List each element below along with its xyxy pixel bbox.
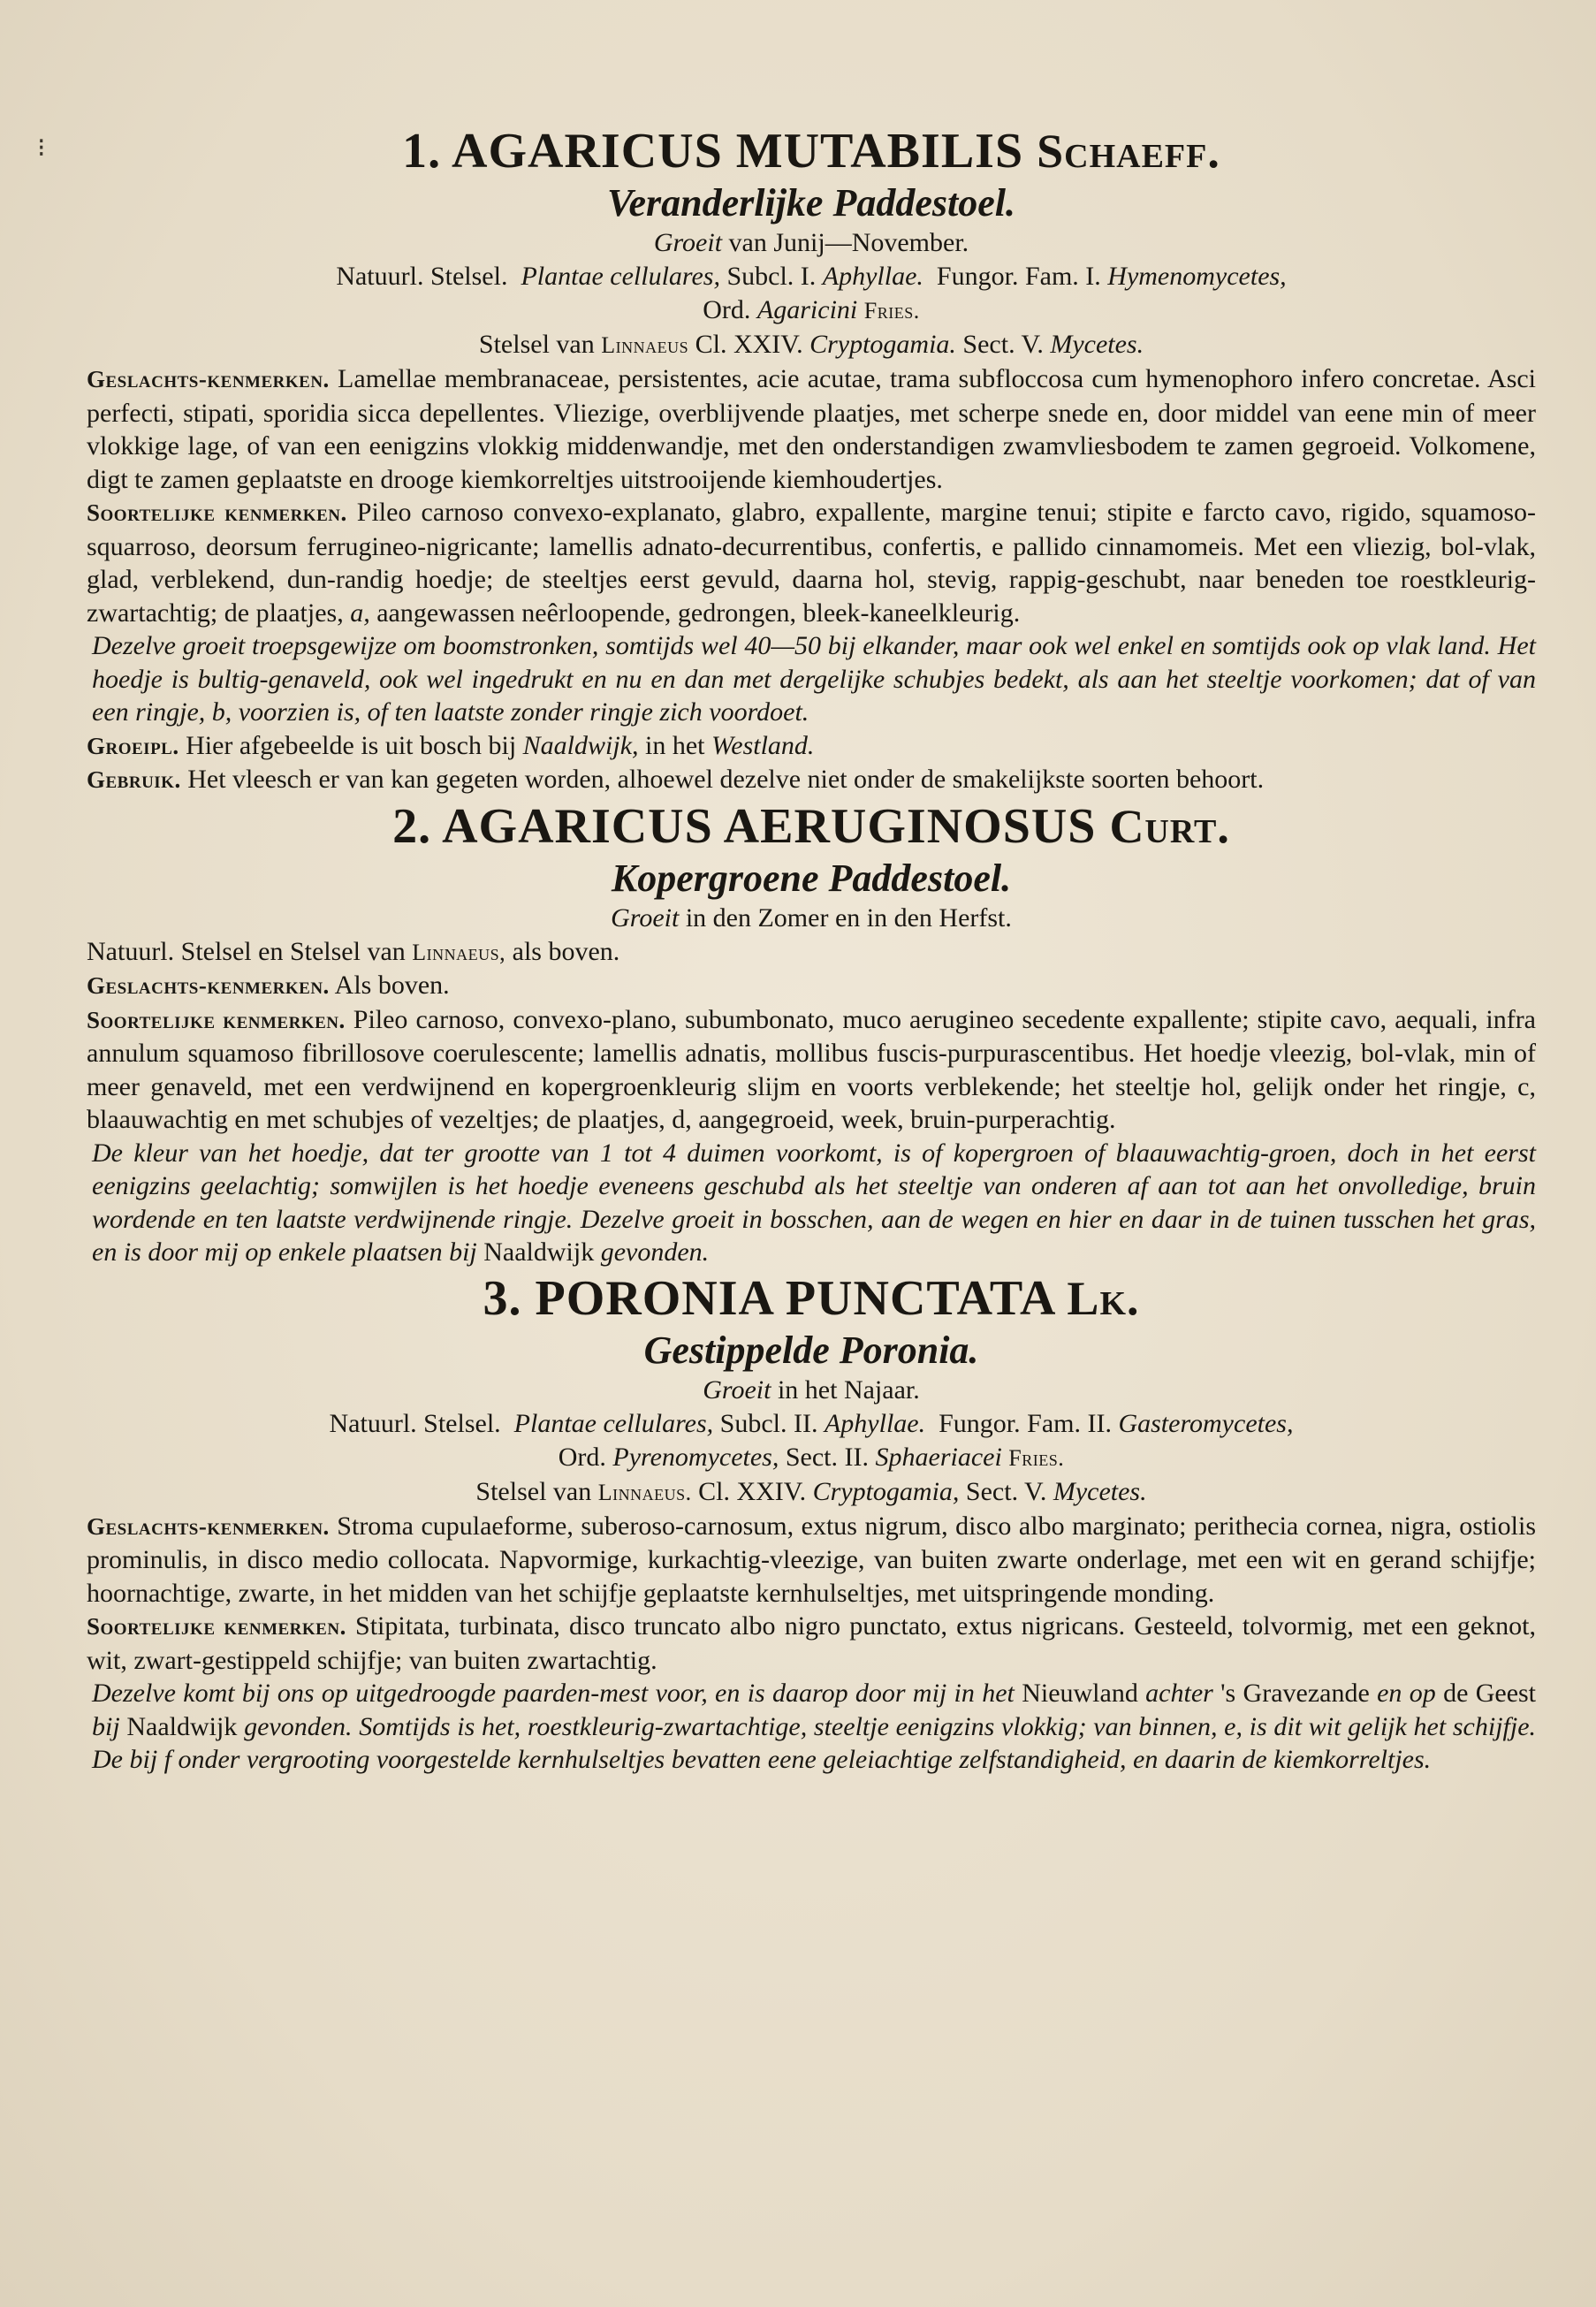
dutch-name: Kopergroene Paddestoel. <box>611 856 1012 900</box>
growth-period: Groeit van Junij—November. <box>653 228 969 257</box>
natural-system: Natuurl. Stelsel. Plantae cellulares, Subcl. II. Aphyllae. Fungor. Fam. II. Gasteromycetes, Ord. Pyrenomycetes, Sect. II. Sphaeriacei Fries. <box>329 1408 1294 1472</box>
document-body <box>87 122 1536 1777</box>
dutch-name: Veranderlijke Paddestoel. <box>607 181 1015 225</box>
section-poronia-punctata <box>87 1269 1536 1777</box>
linnaeus-system: Stelsel van Linnaeus Cl. XXIV. Cryptogamia. Sect. V. Mycetes. <box>478 330 1144 359</box>
section-title: 1. AGARICUS MUTABILIS Schaeff. <box>402 124 1220 179</box>
species-characteristics: Soortelijke kenmerken. Pileo carnoso convexo-explanato, glabro, expallente, margine tenui; stipite e farcto cavo, rigido, squamoso-squarroso, deorsum ferrugineo-nigricante; lamellis adnato-decurrentibus, confertis, e pallido cinnamomeis. Met een vliezig, bol-vlak, glad, verblekend, dun-randig hoedje; de steeltjes eerst gevuld, daarna hol, stevig, rappig-geschubt, naar beneden toe roestkleurig-zwartachtig; de plaatjes, a, aangewassen neêrloopende, gedrongen, bleek-kaneelkleurig. <box>87 498 1536 628</box>
section-agaricus-mutabilis <box>87 122 1536 797</box>
growth-period: Groeit in den Zomer en in den Herfst. <box>611 902 1012 933</box>
natural-system: Natuurl. Stelsel en Stelsel van Linnaeus, als boven. <box>87 936 620 966</box>
section-agaricus-aeruginosus <box>87 797 1536 1269</box>
section-title: 2. AGARICUS AERUGINOSUS Curt. <box>392 798 1230 854</box>
genus-characteristics: Geslachts-kenmerken. Stroma cupulaeforme, suberoso-carnosum, extus nigrum, disco albo marginato; perithecia cornea, nigra, ostiolis prominulis, in disco medio collocata. Napvormige, kurkachtig-vleezige, van buiten zwarte onderlage, met een wit en gerand schijfje; hoornachtige, zwarte, in het midden van het schijfje geplaatste kernhulseltjes, met uitspringende monding. <box>87 1511 1536 1608</box>
growth-period: Groeit in het Najaar. <box>703 1374 920 1405</box>
natural-system: Natuurl. Stelsel. Plantae cellulares, Subcl. I. Aphyllae. Fungor. Fam. I. Hymenomycetes, Ord. Agaricini Fries. <box>336 262 1287 324</box>
description-note: Dezelve groeit troepsgewijze om boomstronken, somtijds wel 40—50 bij elkander, maar ook wel enkel en somtijds ook op vlak land. Het hoedje is bultig-genaveld, ook wel ingedrukt en nu en dan met dergelijke schubjes bedekt, als aan het steeltje voorkomen; dat of van een ringje, b, voorzien is, of ten laatste zonder ringje zich voordoet. <box>92 631 1536 727</box>
description-note: De kleur van het hoedje, dat ter grootte van 1 tot 4 duimen voorkomt, is of kopergroen of blaauwachtig-groen, doch in het eerst eenigzins geelachtig; somwijlen is het hoedje eveneens geschubd als het steeltje van onderen af aan tot aan het onvolledige, bruin wordende en ten laatste verdwijnende ringje. Dezelve groeit in bosschen, aan de wegen en hier en daar in de tuinen tusschen het gras, en is door mij op enkele plaatsen bij Naaldwijk gevonden. <box>92 1138 1536 1267</box>
usage: Gebruik. Het vleesch er van kan gegeten worden, alhoewel dezelve niet onder de smakelijkste soorten behoort. <box>87 765 1265 794</box>
dutch-name: Gestippelde Poronia. <box>643 1328 979 1372</box>
species-characteristics: Soortelijke kenmerken. Stipitata, turbinata, disco truncato albo nigro punctato, extus nigricans. Gesteeld, tolvormig, met een geknot, wit, zwart-gestippeld schijfje; van buiten zwartachtig. <box>87 1611 1537 1675</box>
genus-characteristics: Geslachts-kenmerken. Lamellae membranaceae, persistentes, acie acutae, trama subfloccosa cum hymenophoro infero concretae. Asci perfecti, stipati, sporidia sicca depellentes. Vliezige, overblijvende plaatjes, met scherpe snede en, door middel van eene min of meer vlokkige lage, of van een eenigzins vlokkig middenwandje, met den onderstandigen zwamvliesbodem te zamen gegroeid. Volkomene, digt te zamen geplaatste en drooge kiemkorreltjes uitstrooijende kiemhoudertjes. <box>87 364 1537 494</box>
linnaeus-system: Stelsel van Linnaeus. Cl. XXIV. Cryptogamia, Sect. V. Mycetes. <box>475 1476 1147 1506</box>
species-characteristics: Soortelijke kenmerken. Pileo carnoso, convexo-plano, subumbonato, muco aerugineo secedente expallente; stipite cavo, aequali, infra annulum squamoso fibrillosove coerulescente; lamellis adnatis, mollibus fuscis-purpurascentibus. Het hoedje vleezig, bol-vlak, min of meer genaveld, met een verdwijnend en kopergroenkleurig slijm en voorts verblekende; het steeltje hol, gelijk onder het ringje, c, blaauwachtig en met schubjes of vezeltjes; de plaatjes, d, aangegroeid, week, bruin-purperachtig. <box>87 1004 1536 1134</box>
growth-place: Groeipl. Hier afgebeelde is uit bosch bij Naaldwijk, in het Westland. <box>87 730 815 760</box>
description-note: Dezelve komt bij ons op uitgedroogde paarden-mest voor, en is daarop door mij in het Nieuwland achter 's Gravezande en op de Geest bij Naaldwijk gevonden. Somtijds is het, roestkleurig-zwartachtige, steeltje eenigzins vlokkig; van binnen, e, is dit wit gelijk het schijfje. De bij f onder vergrooting voorgestelde kernhulseltjes bevatten eene geleiachtige zelfstandigheid, en daarin de kiemkorreltjes. <box>92 1679 1537 1774</box>
genus-characteristics: Geslachts-kenmerken. Als boven. <box>87 971 450 1000</box>
margin-mark: ⁝ <box>37 133 46 163</box>
section-title: 3. PORONIA PUNCTATA Lk. <box>483 1270 1140 1326</box>
